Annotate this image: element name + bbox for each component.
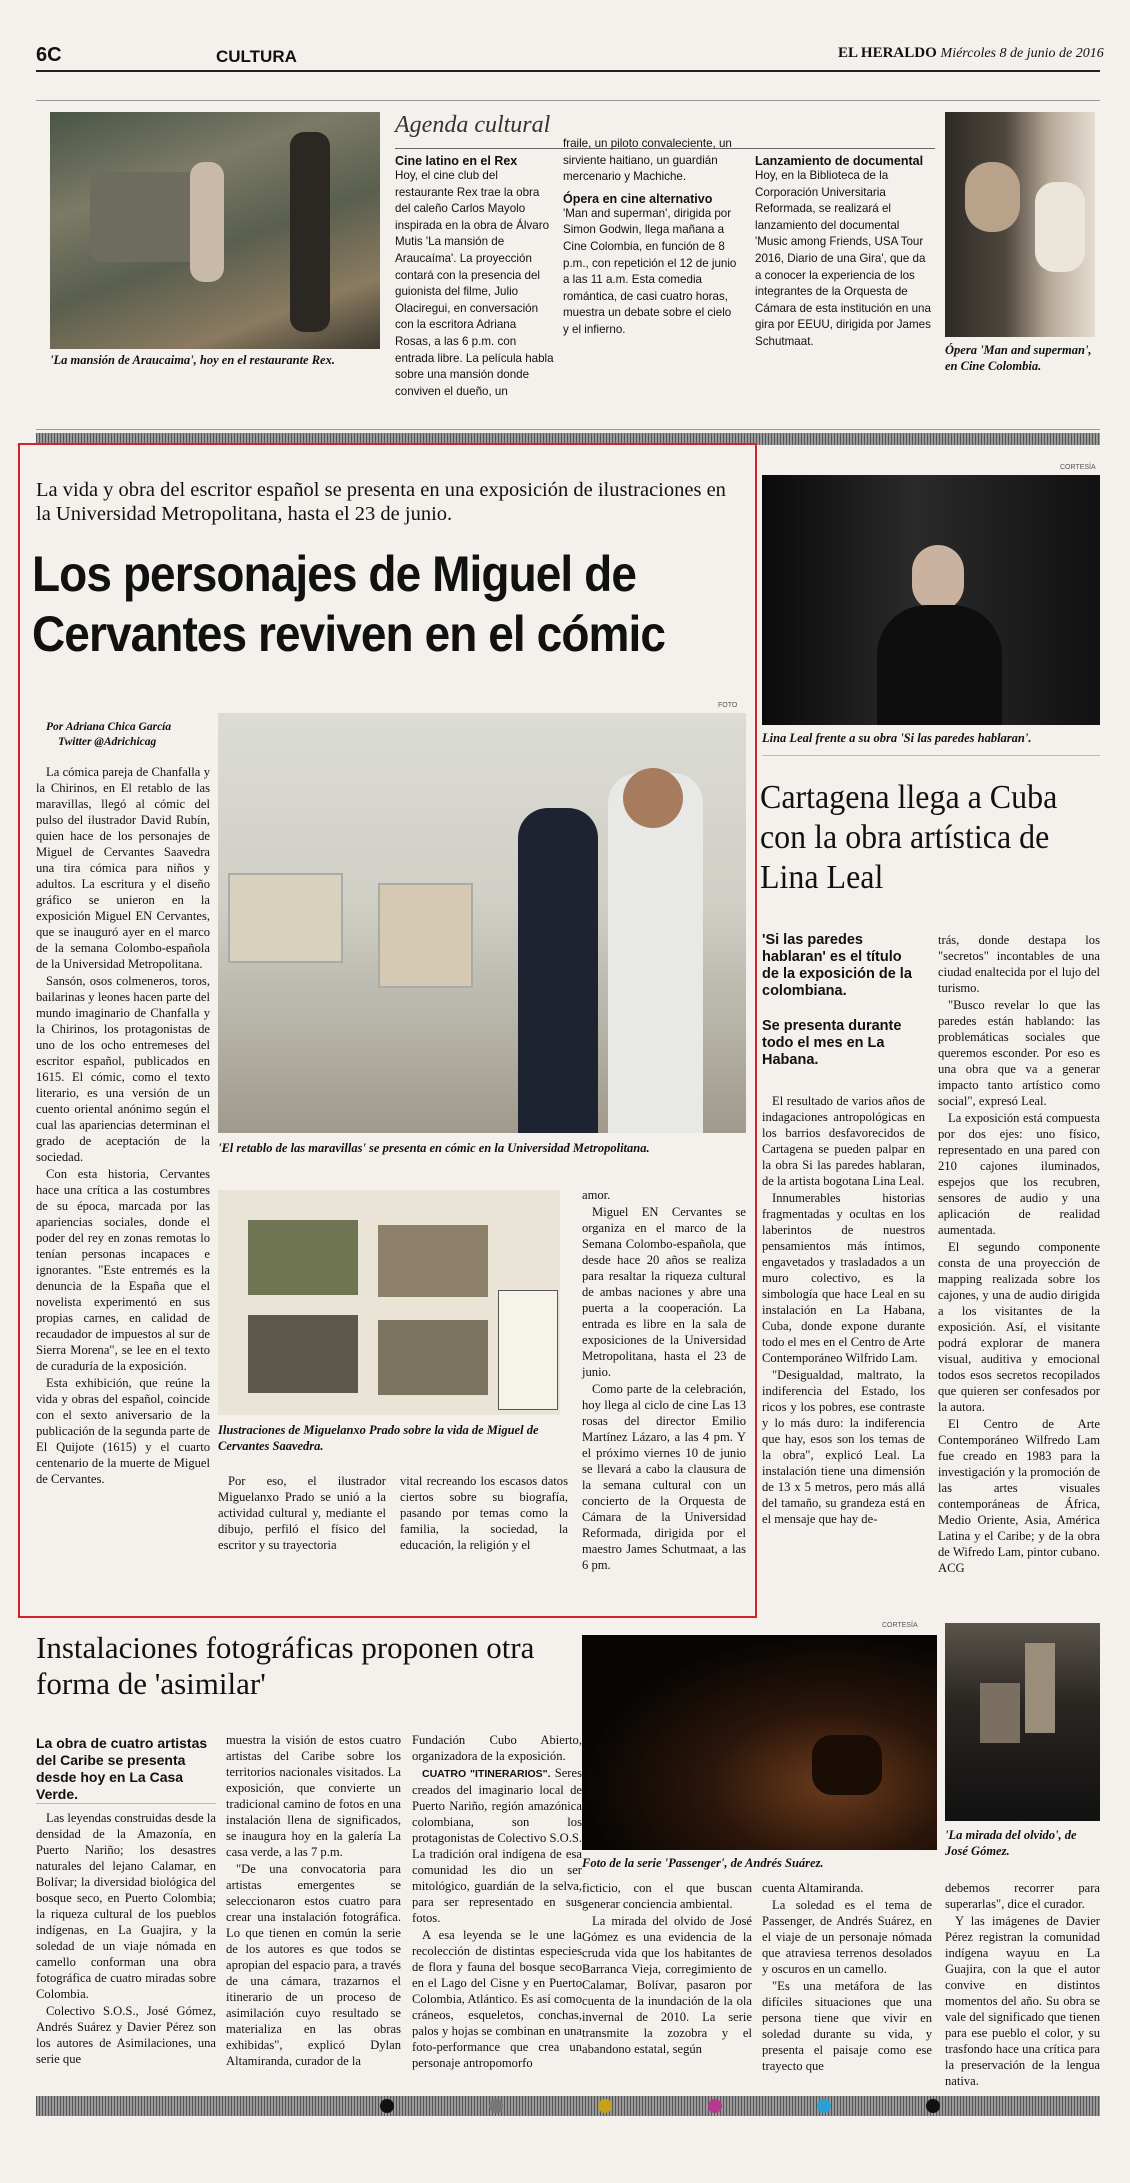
agenda-left-photo — [50, 112, 380, 349]
agenda-col-1: Cine latino en el Rex Hoy, el cine club del restaurante Rex trae la obra del caleño Carlos Mayolo inspirada en la obra de Álvaro Mutis 'La mansión de Araucaíma'. La proyección contará con la presencia del guionista del filme, Julio Olaciregui, en conversación con la escritora Adriana Rosas, a las 6 p.m. con entrada libre. La película habla sobre una mansión donde conviven el dueño, un — [395, 154, 554, 398]
illustrations-photo — [218, 1190, 560, 1415]
agenda-right-caption: Ópera 'Man and superman', en Cine Colombia. — [945, 343, 1092, 373]
bottom-deck: La obra de cuatro artistas del Caribe se presenta desde hoy en La Casa Verde. — [36, 1735, 208, 1802]
bottom-column-4: ficticio, con el que buscan generar conciencia ambiental. La mirada del olvido de José Gómez es una evidencia de la cruda vida que los habitantes de Barranca Vieja, corregimiento de Calamar, Bolívar, pasaron por cuenta de la inundación de la ola invernal de 2010. La serie transmite la zozobra y el abandono estatal, según — [582, 1881, 752, 2056]
main-column-1 — [36, 764, 210, 1488]
agenda-col-2: fraile, un piloto convaleciente, un sirviente haitiano, un guardián mercenario y Machiche. Ópera en cine alternativo 'Man and superman', dirigida por Simon Godwin, llega mañana a Cine Colombia, en función de 8 p.m., con repetición el 12 de junio a las 11 a.m. Esta comedia romántica, de casi cuatro horas, muestra un debate sobre el cielo y el infierno. — [563, 137, 737, 336]
bottom-right-photo — [945, 1623, 1100, 1821]
byline: Por Adriana Chica García Twitter @Adrichicag — [46, 721, 172, 748]
bottom-column-6: debemos recorrer para superarlas", dice el curador. Y las imágenes de Davier Pérez registran la comunidad indígena wayuu en La Guajira, con la que el autor convive en distintos momentos del año. Su obra se vale del significado que tienen para ese pueblo el color, y su trasfondo hace una crítica para la preservación de la lengua nativa. — [945, 1881, 1100, 2088]
bottom-deck-rule — [36, 1803, 216, 1804]
main-photo-caption: 'El retablo de las maravillas' se presenta en cómic en la Universidad Metropolitana. — [218, 1141, 650, 1155]
main-col1-p3: Con esta historia, Cervantes hace una crítica a las costumbres de su época, marcada por las apariencias sociales, donde el poder del rey en zonas remotas lo tenían personas incapaces e ignorantes. "Este entremés es la denuncia de la España que el novelista experimentó en sus propias carnes, en calidad de recaudador de impuestos al sur de Sierra Morena", se lee en el texto de curaduría de la exposición. — [36, 1167, 210, 1373]
bottom-photo — [582, 1635, 937, 1850]
side-headline: Cartagena llega a Cuba con la obra artística de Lina Leal — [760, 779, 1058, 896]
main-headline: Los personajes de Miguel de Cervantes reviven en el cómic — [32, 546, 666, 662]
bottom-photo-caption: Foto de la serie 'Passenger', de Andrés Suárez. — [582, 1856, 824, 1870]
main-column-3: vital recreando los escasos datos ciertos sobre su biografía, pasando por temas como la familia, la sociedad, la educación, la religión y el — [400, 1474, 568, 1552]
bottom-column-5: cuenta Altamiranda. La soledad es el tema de Passenger, de Andrés Suárez, en el viaje de un personaje nómada que atraviesa terrenos desolados y oscuros en un camello. "Es una metáfora de las difíciles situaciones que una persona tiene que vivir en soledad durante su vida, y presenta el paisaje como ese trayecto que — [762, 1881, 932, 2073]
side-column-2: trás, donde destapa los "secretos" incontables de una ciudad enaltecida por el lujo del turismo. "Busco revelar lo que las paredes están hablando: las problemáticas sociales que queremos esconder. Por eso es una obra que va a generar impacto tanto artístico como social", expresó Leal. La exposición está compuesta por dos ejes: uno físico, representado en una pared con 210 cajones iluminados, espejos que los recubren, sensores de audio y una aplicación de realidad aumentada. El segundo componente consta de una proyección de mapping realizada sobre los cajones, y una de audio dirigida a los visitantes de la exposición. Así, el visitante podrá explorar de manera visual, auditiva y emocional todos esos secretos recopilados que quieren ser confesados por la autora. El Centro de Arte Contemporáneo Wilfredo Lam fue creado en 1983 para la investigación y la promoción de las artes visuales contemporáneas de África, Medio Oriente, Asia, América Latina y el Caribe; y de la obra de Wifredo Lam, pintor cubano. ACG — [938, 933, 1100, 1575]
header-rule — [36, 70, 1100, 72]
side-photo — [762, 475, 1100, 725]
bottom-column-3: Fundación Cubo Abierto, organizadora de la exposición. CUATRO "ITINERARIOS". Seres creados del imaginario local de Puerto Nariño, región amazónica colombiana, son los protagonistas de Colectivo S.O.S. La tradición oral indígena de esa comunidad les dio un ser mitológico, guardián de la selva, para ser representado en sus fotos. A esa leyenda se le une la recolección de distintas especies de flora y fauna del bosque seco en el Lago del Cisne y en Puerto Colombia, Atlántico. Es así como cráneos, esqueletos, conchas, palos y hojas se combinan en una foto-performance que crea un personaje antropomorfo — [412, 1733, 583, 2070]
bottom-column-2: muestra la visión de estos cuatro artistas del Caribe sobre los territorios nacionales visitados. La exposición, que convierte un tradicional camino de fotos en una instalación llena de significados, se inaugura hoy en la galería La casa verde, a las 7 p.m. "De una convocatoria para artistas emergentes se seleccionaron estos cuatro para crear una instalación fotográfica. Lo que tienen en común la serie de los autores es que todos se apropian del espacio para, a través de una cámara, trazarnos el itinerario de un proceso de asimilación cuyo resultado se materializa en las obras exhibidas", explicó Dylan Altamiranda, curador de la — [226, 1733, 401, 2068]
bottom-credit: CORTESÍA — [882, 1622, 918, 1629]
paper-name: EL HERALDO Miércoles 8 de junio de 2016 — [838, 45, 1104, 61]
agenda-title: Agenda cultural — [395, 112, 551, 138]
side-rule — [762, 755, 1100, 756]
footer-dots — [380, 2099, 940, 2113]
side-column-1: El resultado de varios años de indagaciones antropológicas en los barrios desfavorecidos de Cartagena se pueden palpar en la obra Si las paredes hablaran, de la artista bogotana Lina Leal. Innumerables historias fragmentadas y ocultas en los laberintos de nuestros pensamientos más íntimos, engavetados y trasladados a un muro colectivo, es la simbología que hace Leal en su instalación en La Habana, Cuba, donde expone durante todo el mes en el Centro de Arte Contemporáneo Wilfrido Lam. "Desigualdad, maltrato, la indiferencia del Estado, los ricos y los pobres, ese contraste y lo más duro: la indiferencia que hay, esos son los temas de la obra", explicó Leal. La instalación tiene una dimensión de 13 x 5 metros, pero más allá del tamaño, su grandeza está en el mensaje que hay de- — [762, 1094, 925, 1526]
main-col1-p1: La cómica pareja de Chanfalla y la Chirinos, en El retablo de las maravillas, llegó al cómic del pulso del ilustrador David Rubín, quien hace de los personajes de Miguel de Cervantes Saavedra una tira cómica para niños y adultos. La escritura y el diseño gráfico se unieron en la exposición Miguel EN Cervantes, que se inauguró ayer en el marco de la semana Colombo-española de la Universidad Metropolitana. — [36, 765, 210, 971]
side-photo-caption: Lina Leal frente a su obra 'Si las paredes hablaran'. — [762, 731, 1032, 745]
bottom-right-caption: 'La mirada del olvido', de José Gómez. — [945, 1828, 1077, 1858]
side-subhead-1: 'Si las paredes hablaran' es el título de la exposición de la colombiana. — [762, 932, 912, 999]
main-column-4: amor. Miguel EN Cervantes se organiza en el marco de la Semana Colombo-española, que desde hace 20 años se realiza para resaltar la riqueza cultural de ambas naciones y abre una puerta a la cooperación. La entrada es libre en la sala de exposiciones de la Universidad Metropolitana, hasta el 23 de junio. Como parte de la celebración, hoy llega al ciclo de cine Las 13 rosas del director Emilio Martínez Lázaro, a las 4 pm. Y el próximo viernes 10 de junio se llevará a cabo la clausura de la semana cultural con un concierto de la Orquesta de Cámara de la Universidad Reformada, dirigida por el maestro James Schutmaat, a las 6 pm. — [582, 1188, 746, 1572]
foto-credit: FOTO — [718, 702, 738, 709]
bottom-column-1: Las leyendas construidas desde la densidad de la Amazonía, en Puerto Nariño; los desastres naturales del lejano Calamar, en Bolívar; la diversidad biológica del bosque seco, en Puerto Colombia; la riqueza cultural de los pueblos indígenas, en La Guajira, y la soledad de un viaje nómada en camello conforman una obra fotográfica de cuatro miradas sobre Colombia. Colectivo S.O.S., José Gómez, Andrés Suárez y Davier Pérez son los autores de Asimilaciones, una serie que — [36, 1811, 216, 2066]
bottom-headline: Instalaciones fotográficas proponen otra forma de 'asimilar' — [36, 1630, 535, 1701]
section-name: CULTURA — [216, 47, 297, 66]
illustrations-caption: Ilustraciones de Miguelanxo Prado sobre la vida de Miguel de Cervantes Saavedra. — [218, 1423, 539, 1453]
main-photo — [218, 713, 746, 1133]
main-col1-p4: Esta exhibición, que reúne la vida y obras del español, coincide con el sexto aniversario de la publicación de la segunda parte de El Quijote (1615) y el cuarto centenario de la muerte de Miguel de Cervantes. — [36, 1376, 210, 1486]
side-credit: CORTESÍA — [1060, 464, 1096, 471]
main-deck: La vida y obra del escritor español se presenta en una exposición de ilustraciones en la Universidad Metropolitana, hasta el 23 de junio. — [36, 479, 726, 525]
agenda-right-photo — [945, 112, 1095, 337]
main-col1-p2: Sansón, osos colmeneros, toros, bailarinas y leones hacen parte del mundo imaginario de Chanfalla y la Chirinos, los protagonistas de uno de los ocho entremeses del escritor español, publicados en 1615. El cómic, como el texto literario, es una versión de un cuento oriental anónimo según el cual las apariencias determinan el grado de aceptación de la sociedad. — [36, 974, 210, 1164]
main-column-2: Por eso, el ilustrador Miguelanxo Prado se unió a la actividad cultural y, mediante el dibujo, perfiló el físico del escritor y su trayectoria — [218, 1474, 386, 1552]
page-number: 6C — [36, 44, 62, 66]
side-subhead-2: Se presenta durante todo el mes en La Habana. — [762, 1018, 902, 1068]
agenda-left-caption: 'La mansión de Araucaima', hoy en el restaurante Rex. — [50, 353, 335, 367]
agenda-col-3: Lanzamiento de documental Hoy, en la Biblioteca de la Corporación Universitaria Reformada, se realizará el lanzamiento del documental 'Music among Friends, USA Tour 2016, Diario de una Gira', que da a conocer la experiencia de los integrantes de la Orquesta de Cámara de esta institución en una gira por EEUU, dirigida por James Schutmaat. — [755, 154, 931, 348]
